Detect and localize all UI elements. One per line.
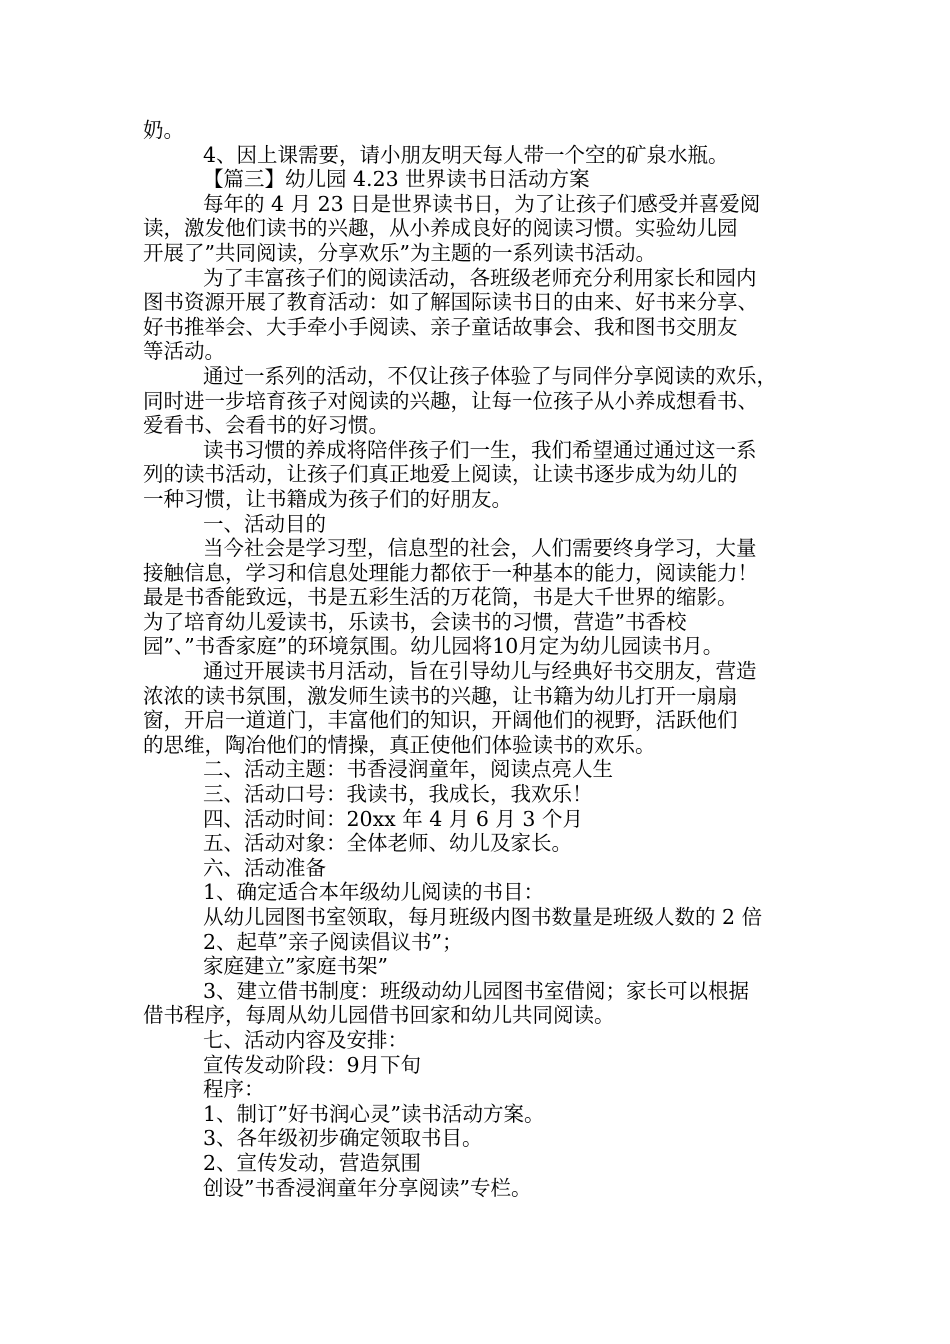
text-line: 四、活动时间：20xx 年 4 月 6 月 3 个月 (203, 806, 583, 831)
text-line: 六、活动准备 (203, 855, 326, 880)
text-line: 3、各年级初步确定领取书目。 (203, 1126, 483, 1151)
text-line: 从幼儿园图书室领取，每月班级内图书数量是班级人数的 2 倍 (203, 905, 763, 929)
text-line: 借书程序，每周从幼儿园借书回家和幼儿共同阅读。 (143, 1003, 615, 1028)
text-line: 为了丰富孩子们的阅读活动，各班级老师充分利用家长和园内 (203, 265, 757, 290)
text-line: 的思维，陶冶他们的情操，真正使他们体验读书的欢乐。 (143, 732, 656, 757)
text-line: 园”、”书香家庭”的环境氛围。幼儿园将10月定为幼儿园读书月。 (143, 634, 724, 659)
text-line: 接触信息，学习和信息处理能力都依于一种基本的能力，阅读能力！ (143, 560, 758, 585)
text-line: 二、活动主题：书香浸润童年，阅读点亮人生 (203, 757, 613, 782)
text-line: 【篇三】幼儿园 4.23 世界读书日活动方案 (203, 167, 590, 192)
text-line: 好书推举会、大手牵小手阅读、亲子童话故事会、我和图书交朋友 (143, 314, 738, 339)
text-line: 2、宣传发动，营造氛围 (203, 1150, 422, 1175)
text-line: 三、活动口号：我读书，我成长，我欢乐！ (203, 782, 593, 807)
text-line: 同时进一步培育孩子对阅读的兴趣，让每一位孩子从小养成想看书、 (143, 388, 758, 413)
text-line: 一种习惯，让书籍成为孩子们的好朋友。 (143, 486, 512, 511)
text-line: 爱看书、会看书的好习惯。 (143, 413, 389, 438)
text-line: 读书习惯的养成将陪伴孩子们一生，我们希望通过通过这一系 (203, 437, 757, 462)
text-line: 通过开展读书月活动，旨在引导幼儿与经典好书交朋友，营造 (203, 659, 757, 684)
document-body (143, 118, 813, 1200)
text-line: 浓浓的读书氛围，激发师生读书的兴趣，让书籍为幼儿打开一扇扇 (143, 683, 738, 708)
text-line: 一、活动目的 (203, 511, 326, 536)
text-line: 等活动。 (143, 339, 225, 364)
text-line: 为了培育幼儿爱读书，乐读书，会读书的习惯，营造”书香校 (143, 609, 687, 634)
text-line: 当今社会是学习型，信息型的社会，人们需要终身学习，大量 (203, 536, 757, 561)
text-line: 3、建立借书制度：班级动幼儿园图书室借阅；家长可以根据 (203, 978, 750, 1003)
text-line: 4、因上课需要，请小朋友明天每人带一个空的矿泉水瓶。 (203, 142, 729, 167)
text-line: 开展了”共同阅读，分享欢乐”为主题的一系列读书活动。 (143, 240, 656, 265)
text-line: 读，激发他们读书的兴趣，从小养成良好的阅读习惯。实验幼儿园 (143, 216, 738, 241)
text-line: 窗，开启一道道门，丰富他们的知识，开阔他们的视野，活跃他们 (143, 708, 738, 733)
text-line: 2、起草”亲子阅读倡议书”； (203, 929, 463, 954)
text-line: 图书资源开展了教育活动：如了解国际读书日的由来、好书来分享、 (143, 290, 758, 315)
text-line: 七、活动内容及安排： (203, 1027, 408, 1052)
text-line: 程序： (203, 1077, 265, 1102)
text-line: 1、确定适合本年级幼儿阅读的书目： (203, 880, 545, 905)
text-line: 家庭建立”家庭书架” (203, 954, 388, 979)
text-line: 列的读书活动，让孩子们真正地爱上阅读，让读书逐步成为幼儿的 (143, 462, 738, 487)
text-line: 最是书香能致远，书是五彩生活的万花筒，书是大千世界的缩影。 (143, 585, 738, 610)
text-line: 1、制订”好书润心灵”读书活动方案。 (203, 1101, 545, 1126)
text-line: 每年的 4 月 23 日是世界读书日，为了让孩子们感受并喜爱阅 (203, 191, 761, 216)
text-line: 五、活动对象：全体老师、幼儿及家长。 (203, 831, 572, 856)
text-line: 创设”书香浸润童年分享阅读”专栏。 (203, 1175, 532, 1200)
text-line: 奶。 (143, 118, 184, 142)
text-line: 通过一系列的活动，不仅让孩子体验了与同伴分享阅读的欢乐， (203, 363, 777, 388)
text-line: 宣传发动阶段：9月下旬 (203, 1052, 422, 1077)
